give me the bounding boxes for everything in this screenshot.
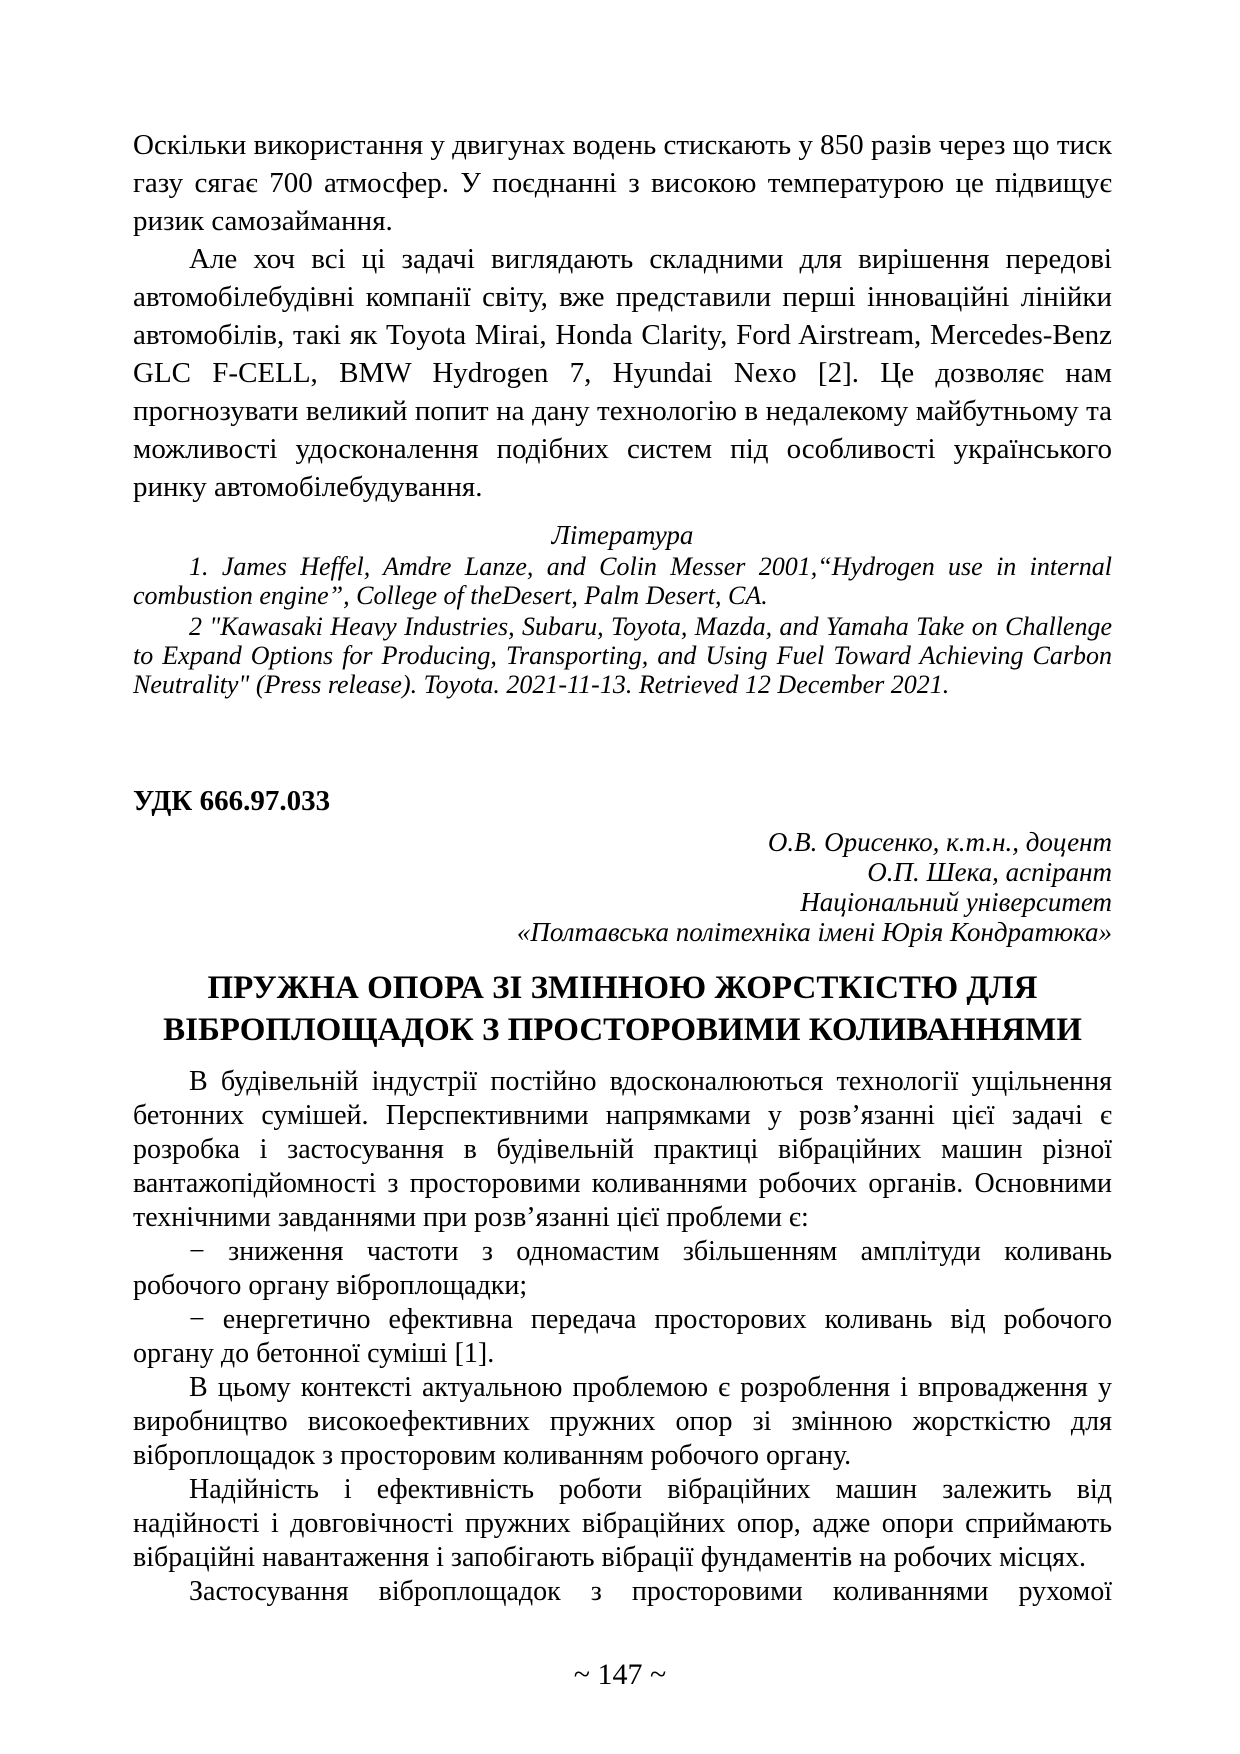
article-paragraph: Надійність і ефективність роботи вібраційних машин залежить від надійності і довговічності пружних вібраційних опор, адже опори сприймають вібраційні навантаження і запобігають вібрації фундаментів на робочих місцях. (133, 1474, 1112, 1573)
reference-item: 1. James Heffel, Amdre Lanze, and Colin Messer 2001,“Hydrogen use in internal combustion engine”, College of theDesert, Palm Desert, CA. (133, 552, 1112, 610)
literature-heading: Література (551, 520, 694, 550)
article-list-item: − енергетично ефективна передача просторових коливань від робочого органу до бетонної суміші [1]. (133, 1304, 1112, 1369)
article-list-item: − зниження частоти з одномастим збільшенням амплітуди коливань робочого органу віброплощадки; (133, 1236, 1112, 1301)
affiliation-line: Національний університет (800, 887, 1112, 917)
prev-article-paragraph: Але хоч всі ці задачі виглядають складними для вирішення передові автомобілебудівні компанії світу, вже представили перші інноваційні лінійки автомобілів, такі як Toyota Mirai, Honda Clarity, Ford Airstream, Mercedes-Benz GLC F-CELL, BMW Hydrogen 7, Hyundai Nexo [2]. Це дозволяє нам прогнозувати великий попит на дану технологію в недалекому майбутньому та можливості удосконалення подібних систем під особливості українського ринку автомобілебудування. (133, 243, 1112, 503)
author-line: О.В. Орисенко, к.т.н., доцент (767, 827, 1112, 857)
page-number: ~ 147 ~ (573, 1658, 667, 1691)
author-line: О.П. Шека, аспірант (867, 857, 1112, 887)
article-body (133, 1065, 1112, 1609)
article-paragraph: В цьому контексті актуальною проблемою є розроблення і впровадження у виробництво високоефективних пружних опор зі змінною жорсткістю для віброплощадок з просторовим коливанням робочого органу. (133, 1372, 1112, 1471)
affiliation-line: «Полтавська політехніка імені Юрія Кондратюка» (516, 917, 1112, 947)
article-paragraph: Застосування віброплощадок з просторовими коливаннями рухомої (189, 1576, 1112, 1607)
article-paragraph: В будівельній індустрії постійно вдосконалюються технології ущільнення бетонних сумішей. Перспективними напрямками у розв’язанні цієї задачі є розробка і застосування в будівельній практиці вібраційних машин різної вантажопідйомності з просторовими коливаннями робочих органів. Основними технічними завданнями при розв’язанні цієї проблеми є: (133, 1066, 1112, 1233)
prev-article-paragraph: Оскільки використання у двигунах водень стискають у 850 разів через що тиск газу сягає 700 атмосфер. У поєднанні з високою температурою це підвищує ризик самозаймання. (133, 129, 1112, 237)
reference-item: 2 "Kawasaki Heavy Industries, Subaru, Toyota, Mazda, and Yamaha Take on Challenge to Expand Options for Producing, Transporting, and Using Fuel Toward Achieving Carbon Neutrality" (Press release). Toyota. 2021-11-13. Retrieved 12 December 2021. (133, 612, 1112, 699)
authors-block (133, 827, 1112, 947)
udc-code: УДК 666.97.033 (133, 785, 331, 817)
article-title: ПРУЖНА ОПОРА ЗІ ЗМІННОЮ ЖОРСТКІСТЮ ДЛЯ ВІБРОПЛОЩАДОК З ПРОСТОРОВИМИ КОЛИВАННЯМИ (163, 970, 1082, 1048)
